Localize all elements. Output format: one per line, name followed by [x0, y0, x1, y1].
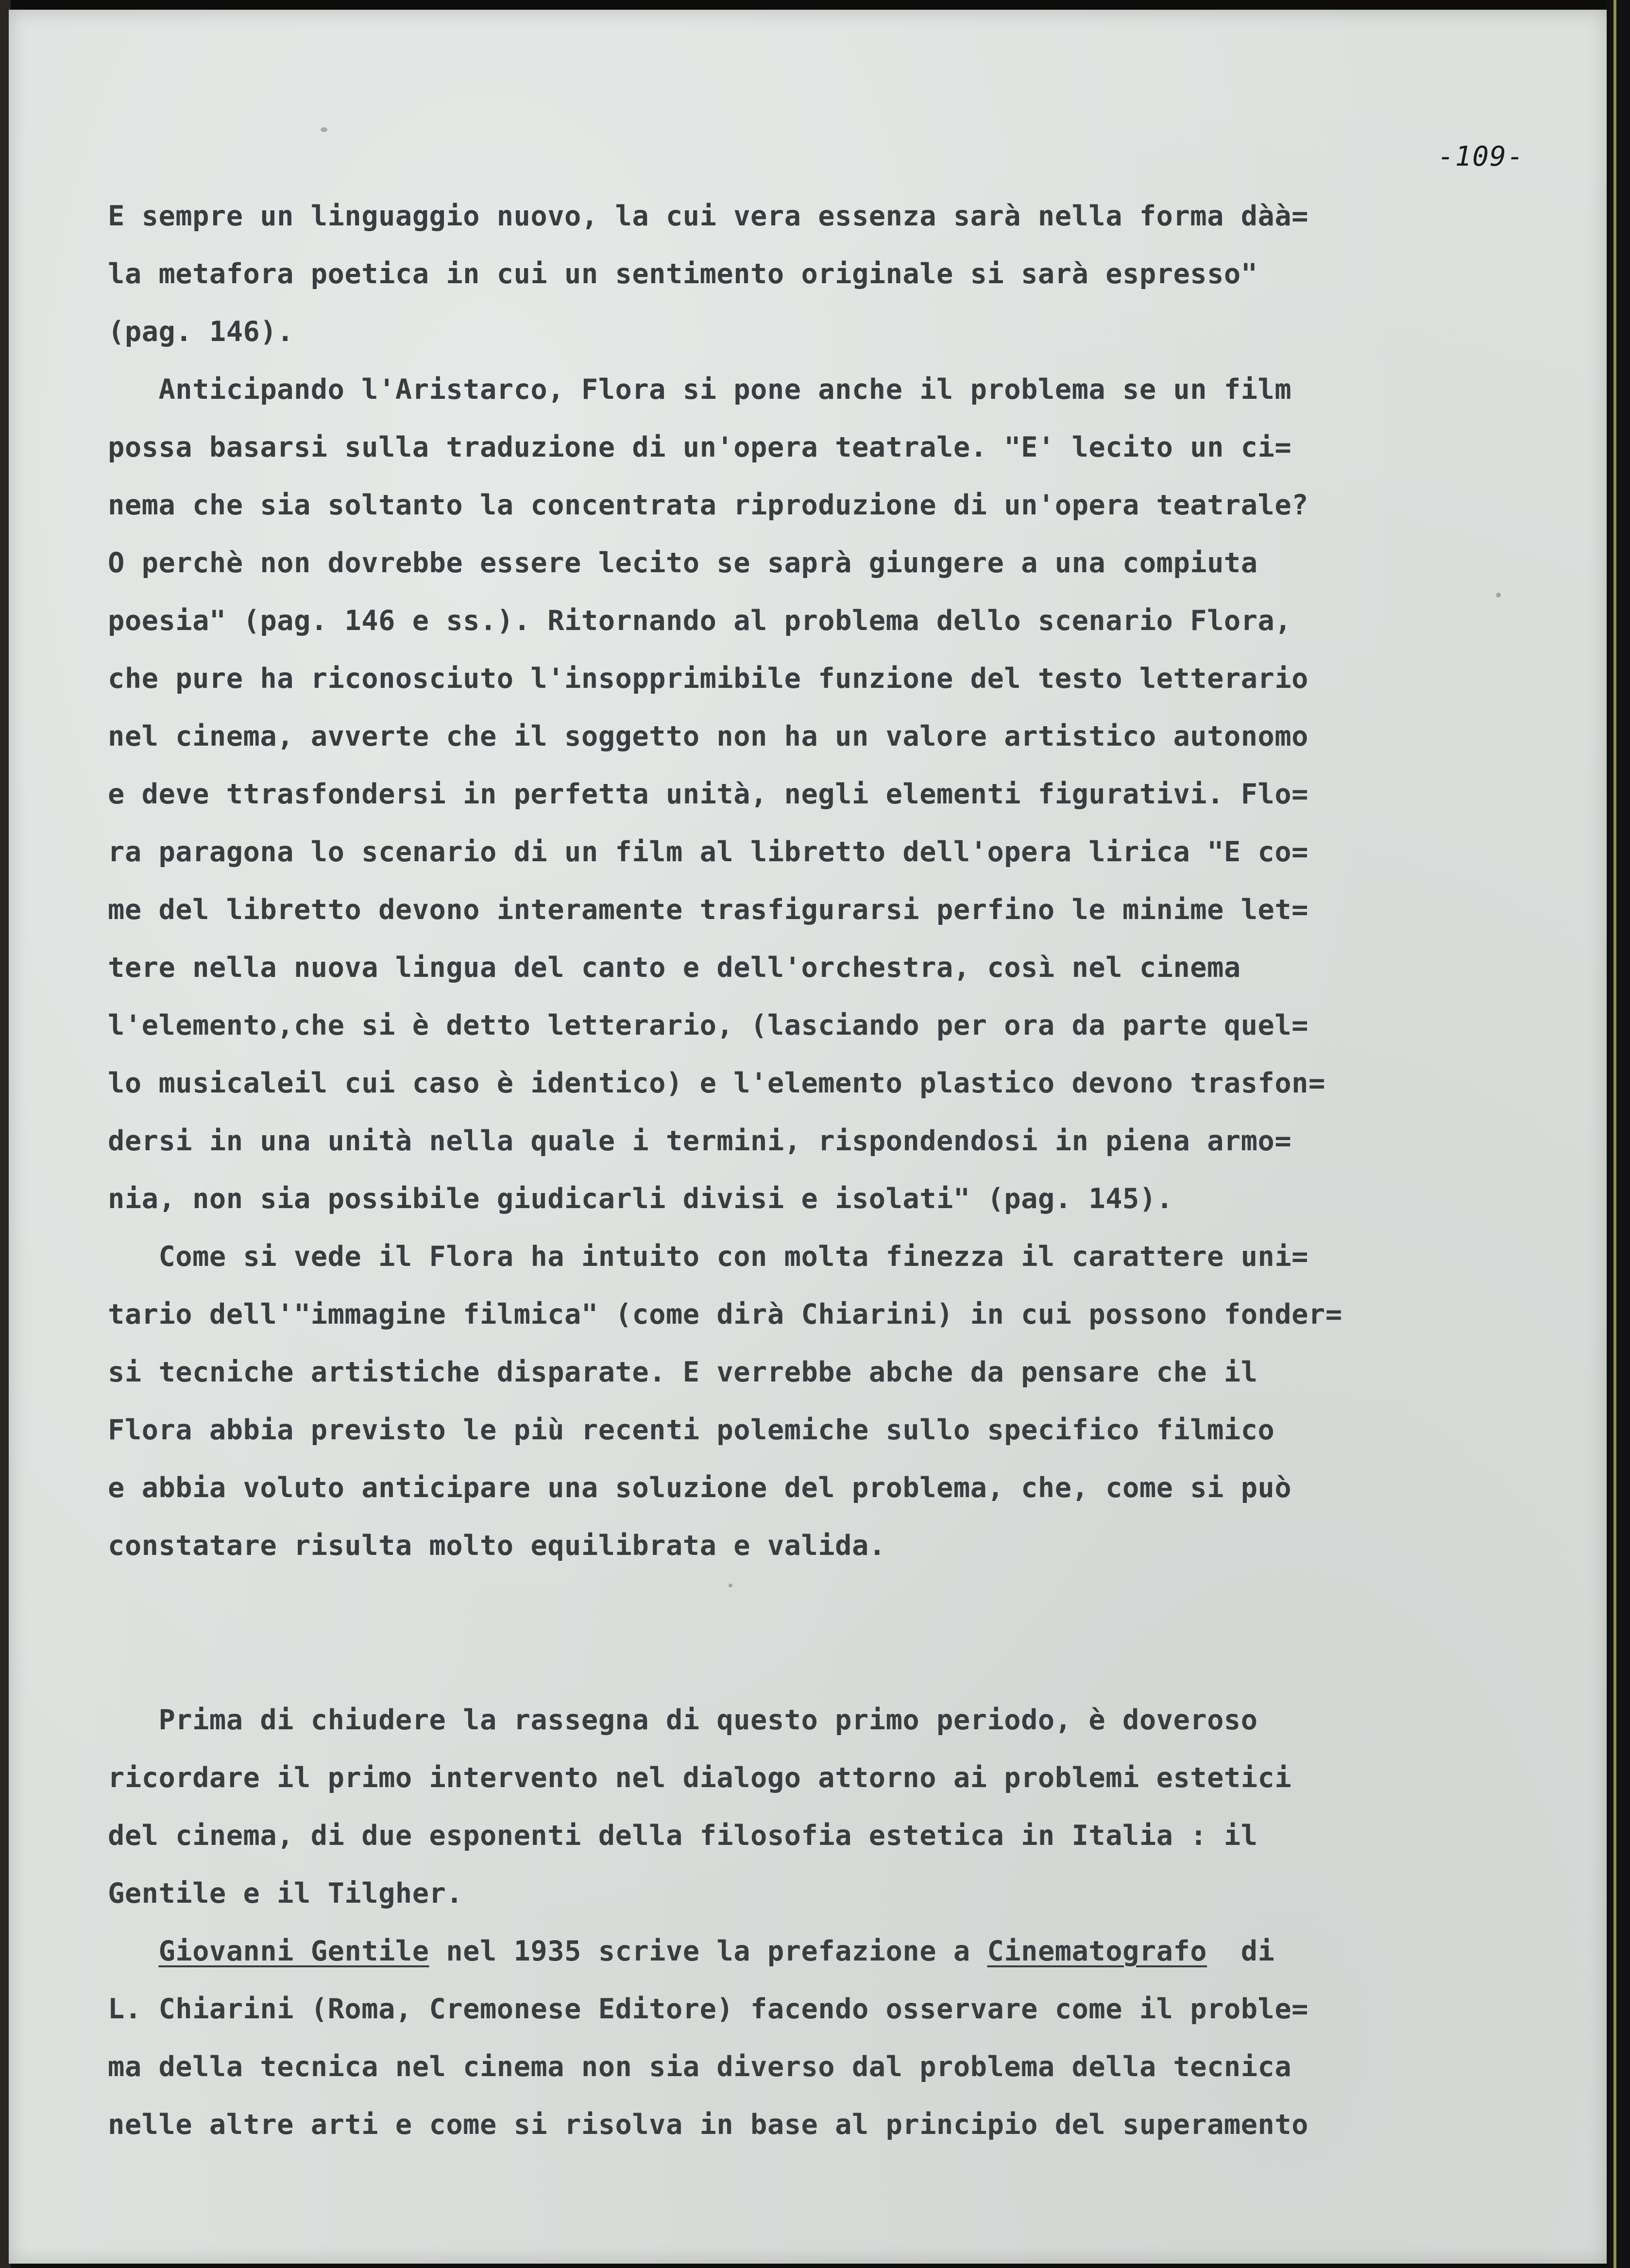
- underlined-book-title: Cinematografo: [987, 1935, 1207, 1967]
- text-line: ricordare il primo intervento nel dialogo attorno ai problemi estetici: [108, 1762, 1292, 1794]
- body-text: [108, 188, 1526, 2154]
- page-number: -109-: [1438, 141, 1525, 172]
- text-line: e deve ttrasfondersi in perfetta unità, negli elementi figurativi. Flo=: [108, 778, 1308, 810]
- text-line: nelle altre arti e come si risolva in base al principio del superamento: [108, 2109, 1308, 2141]
- text-line: nema che sia soltanto la concentrata riproduzione di un'opera teatrale?: [108, 489, 1308, 521]
- text-line: nel cinema, avverte che il soggetto non ha un valore artistico autonomo: [108, 720, 1308, 752]
- text-line: si tecniche artistiche disparate. E verrebbe abche da pensare che il: [108, 1356, 1258, 1388]
- text-line: Flora abbia previsto le più recenti polemiche sullo specifico filmico: [108, 1414, 1275, 1446]
- text-line: Gentile e il Tilgher.: [108, 1877, 463, 1910]
- text-line: dersi in una unità nella quale i termini, rispondendosi in piena armo=: [108, 1125, 1292, 1157]
- text-line: possa basarsi sulla traduzione di un'opera teatrale. "E' lecito un ci=: [108, 431, 1292, 463]
- scan-right-edge: [1607, 0, 1630, 2268]
- text-line: la metafora poetica in cui un sentimento originale si sarà espresso": [108, 258, 1258, 290]
- text-line: ra paragona lo scenario di un film al libretto dell'opera lirica "E co=: [108, 836, 1308, 868]
- text-line: del cinema, di due esponenti della filosofia estetica in Italia : il: [108, 1820, 1258, 1852]
- text-line: l'elemento,che si è detto letterario, (lasciando per ora da parte quel=: [108, 1009, 1308, 1041]
- text-line: Prima di chiudere la rassegna di questo primo periodo, è doveroso: [108, 1704, 1258, 1736]
- text-line: E sempre un linguaggio nuovo, la cui vera essenza sarà nella forma dàà=: [108, 200, 1308, 232]
- text-line: che pure ha riconosciuto l'insopprimibile funzione del testo letterario: [108, 663, 1308, 695]
- text-line: tario dell'"immagine filmica" (come dirà Chiarini) in cui possono fonder=: [108, 1298, 1342, 1330]
- text-line-with-underlines: [108, 1923, 1526, 1980]
- paragraph-gap: [108, 1575, 1526, 1691]
- text-segment: di: [1207, 1935, 1275, 1967]
- text-line: lo musicaleil cui caso è identico) e l'elemento plastico devono trasfon=: [108, 1067, 1325, 1099]
- text-line: Come si vede il Flora ha intuito con molta finezza il carattere uni=: [108, 1241, 1308, 1273]
- text-line: poesia" (pag. 146 e ss.). Ritornando al problema dello scenario Flora,: [108, 605, 1292, 637]
- text-line: O perchè non dovrebbe essere lecito se saprà giungere a una compiuta: [108, 547, 1258, 579]
- underlined-author-name: Giovanni Gentile: [158, 1935, 429, 1967]
- text-line: constatare risulta molto equilibrata e valida.: [108, 1530, 886, 1562]
- indent: [108, 1935, 158, 1967]
- text-line: nia, non sia possibile giudicarli divisi e isolati" (pag. 145).: [108, 1183, 1173, 1215]
- paper-blemish: [321, 127, 327, 132]
- text-line: tere nella nuova lingua del canto e dell'orchestra, così nel cinema: [108, 952, 1241, 984]
- text-line: Anticipando l'Aristarco, Flora si pone anche il problema se un film: [108, 374, 1292, 406]
- text-line: (pag. 146).: [108, 316, 294, 348]
- text-line: e abbia voluto anticipare una soluzione del problema, che, come si può: [108, 1472, 1292, 1504]
- text-line: ma della tecnica nel cinema non sia diverso dal problema della tecnica: [108, 2051, 1292, 2083]
- text-segment: nel 1935 scrive la prefazione a: [429, 1935, 987, 1967]
- text-line: L. Chiarini (Roma, Cremonese Editore) facendo osservare come il proble=: [108, 1993, 1308, 2025]
- text-line: me del libretto devono interamente trasfigurarsi perfino le minime let=: [108, 894, 1308, 926]
- scan-edge-bar: [1613, 0, 1616, 2268]
